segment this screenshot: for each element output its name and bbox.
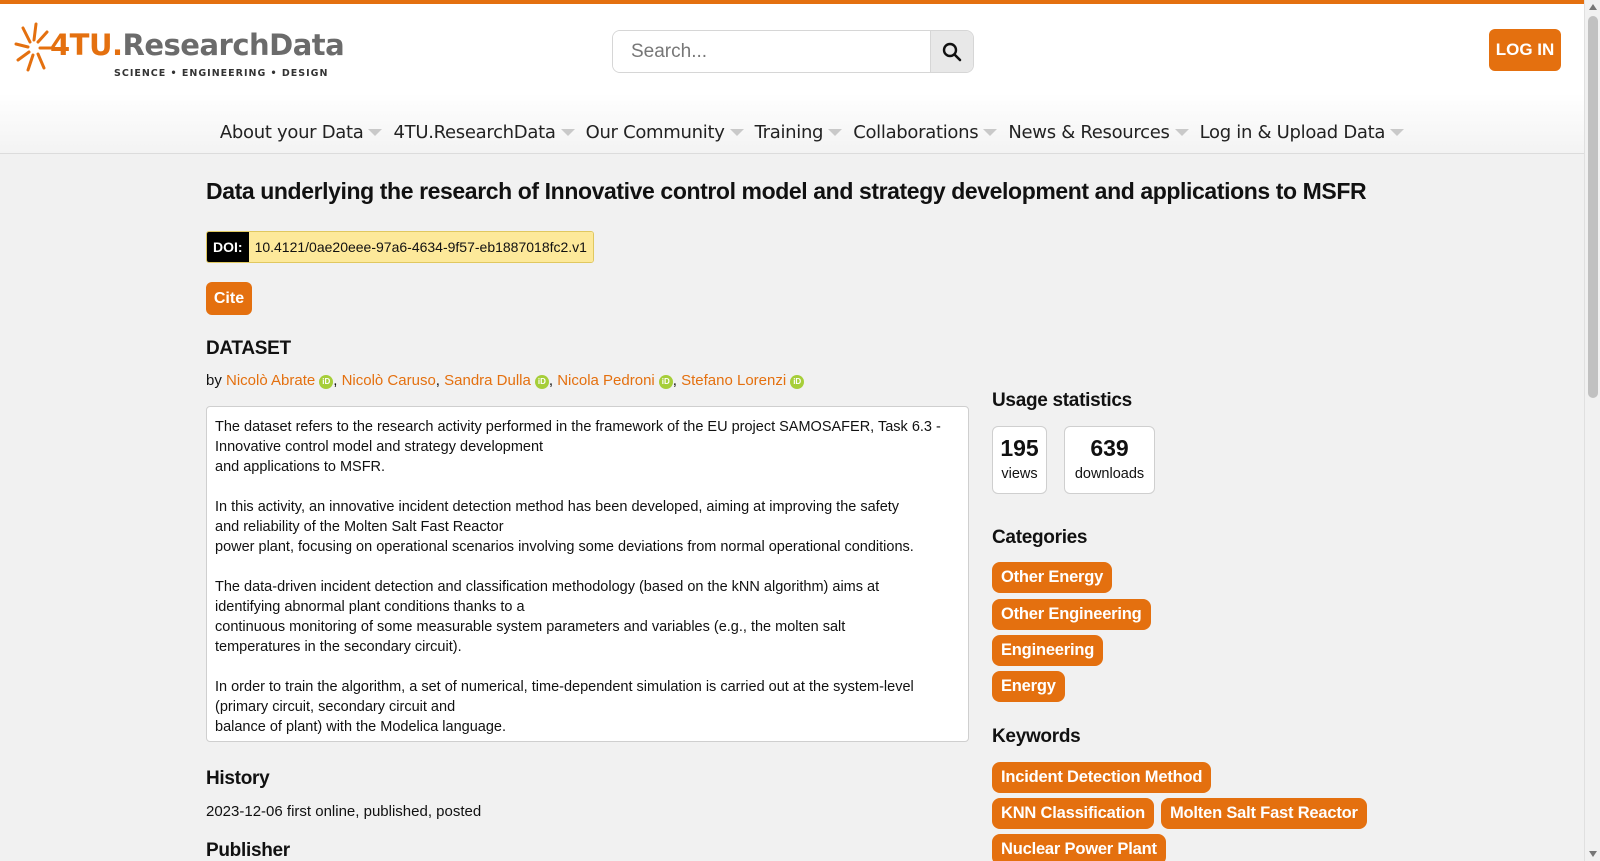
logo-sunburst-icon: [14, 18, 54, 78]
orcid-icon[interactable]: iD: [659, 375, 673, 389]
chevron-down-icon: [1175, 129, 1189, 136]
orcid-icon[interactable]: iD: [319, 375, 333, 389]
author-list: by Nicolò Abrate iD , Nicolò Caruso, Sandra Dulla iD , Nicola Pedroni iD , Stefano Lorenzi iD: [206, 372, 804, 389]
chevron-down-icon: [368, 129, 382, 136]
nav-about-your-data[interactable]: About your Data: [220, 112, 383, 152]
page-title: Data underlying the research of Innovative control model and strategy development and applications to MSFR: [206, 178, 1367, 204]
doi-link[interactable]: 10.4121/0ae20eee-97a6-4634-9f57-eb1887018fc2.v1: [249, 232, 593, 262]
orcid-icon[interactable]: iD: [790, 375, 804, 389]
nav-training[interactable]: Training: [755, 112, 843, 152]
scroll-up-arrow-icon[interactable]: [1589, 4, 1597, 10]
author-link[interactable]: Stefano Lorenzi: [681, 372, 787, 389]
downloads-count: 639: [1090, 435, 1129, 461]
chevron-down-icon: [828, 129, 842, 136]
history-heading: History: [206, 768, 270, 789]
keywords-heading: Keywords: [992, 726, 1081, 747]
keyword-tag[interactable]: KNN Classification: [992, 798, 1154, 829]
dataset-description: The dataset refers to the research activity performed in the framework of the EU project SAMOSAFER, Task 6.3 - Innovative control model and strategy development and applications to MSFR. In this activity, an innovative incident detection method has been developed, aiming at improving the safety and reliability of the Molten Salt Fast Reactor power plant, focusing on operational scenarios involving some deviations from normal operational conditions. The data-driven incident detection and classification methodology (based on the kNN algorithm) aims at identifying abnormal plant conditions thanks to a continuous monitoring of some measurable system parameters and variables (e.g., the molten salt temperatures in the secondary circuit). In order to train the algorithm, a set of numerical, time-dependent simulation is carried out at the system-level (primary circuit, secondary circuit and balance of plant) with the Modelica language.: [206, 406, 969, 742]
main-nav: [0, 112, 1584, 152]
site-logo[interactable]: [14, 18, 345, 82]
downloads-stat: [1064, 426, 1155, 494]
nav-news-resources[interactable]: News & Resources: [1008, 112, 1188, 152]
chevron-down-icon: [561, 129, 575, 136]
doi-badge: [206, 231, 594, 263]
category-tag[interactable]: Energy: [992, 671, 1065, 702]
keyword-tag[interactable]: Nuclear Power Plant: [992, 834, 1166, 861]
scrollbar-thumb[interactable]: [1588, 16, 1598, 398]
history-value: 2023-12-06 first online, published, posted: [206, 803, 482, 820]
site-header: [0, 4, 1584, 154]
scroll-down-arrow-icon[interactable]: [1589, 851, 1597, 857]
publisher-heading: Publisher: [206, 840, 290, 861]
views-label: views: [1001, 466, 1038, 482]
dataset-type-label: DATASET: [206, 338, 291, 359]
page-scrollbar[interactable]: [1584, 0, 1600, 861]
nav-collaborations[interactable]: Collaborations: [853, 112, 997, 152]
nav-4tu-researchdata[interactable]: 4TU.ResearchData: [393, 112, 574, 152]
search-box: [612, 30, 974, 73]
login-button[interactable]: LOG IN: [1489, 29, 1561, 71]
keyword-tag[interactable]: Molten Salt Fast Reactor: [1161, 798, 1367, 829]
orcid-icon[interactable]: iD: [535, 375, 549, 389]
downloads-label: downloads: [1074, 466, 1145, 482]
author-link[interactable]: Nicolò Caruso: [341, 372, 436, 389]
chevron-down-icon: [1390, 129, 1404, 136]
chevron-down-icon: [983, 129, 997, 136]
chevron-down-icon: [730, 129, 744, 136]
categories-heading: Categories: [992, 527, 1088, 548]
views-stat: [992, 426, 1047, 494]
search-button[interactable]: [930, 31, 973, 72]
cite-button[interactable]: Cite: [206, 282, 252, 315]
category-tag[interactable]: Other Energy: [992, 562, 1112, 593]
author-link[interactable]: Nicola Pedroni: [557, 372, 655, 389]
doi-label: DOI:: [207, 232, 249, 262]
category-tag[interactable]: Other Engineering: [992, 599, 1151, 630]
nav-login-upload[interactable]: Log in & Upload Data: [1200, 112, 1405, 152]
keyword-tag[interactable]: Incident Detection Method: [992, 762, 1211, 793]
category-tag[interactable]: Engineering: [992, 635, 1103, 666]
nav-our-community[interactable]: Our Community: [586, 112, 744, 152]
logo-wordmark: 4TU.ResearchData: [50, 28, 345, 62]
author-link[interactable]: Nicolò Abrate: [226, 372, 316, 389]
views-count: 195: [1000, 435, 1039, 461]
logo-tagline: SCIENCE • ENGINEERING • DESIGN: [114, 68, 329, 79]
search-icon: [942, 42, 962, 62]
usage-statistics-heading: Usage statistics: [992, 390, 1132, 411]
author-link[interactable]: Sandra Dulla: [444, 372, 531, 389]
search-input[interactable]: [613, 31, 930, 72]
